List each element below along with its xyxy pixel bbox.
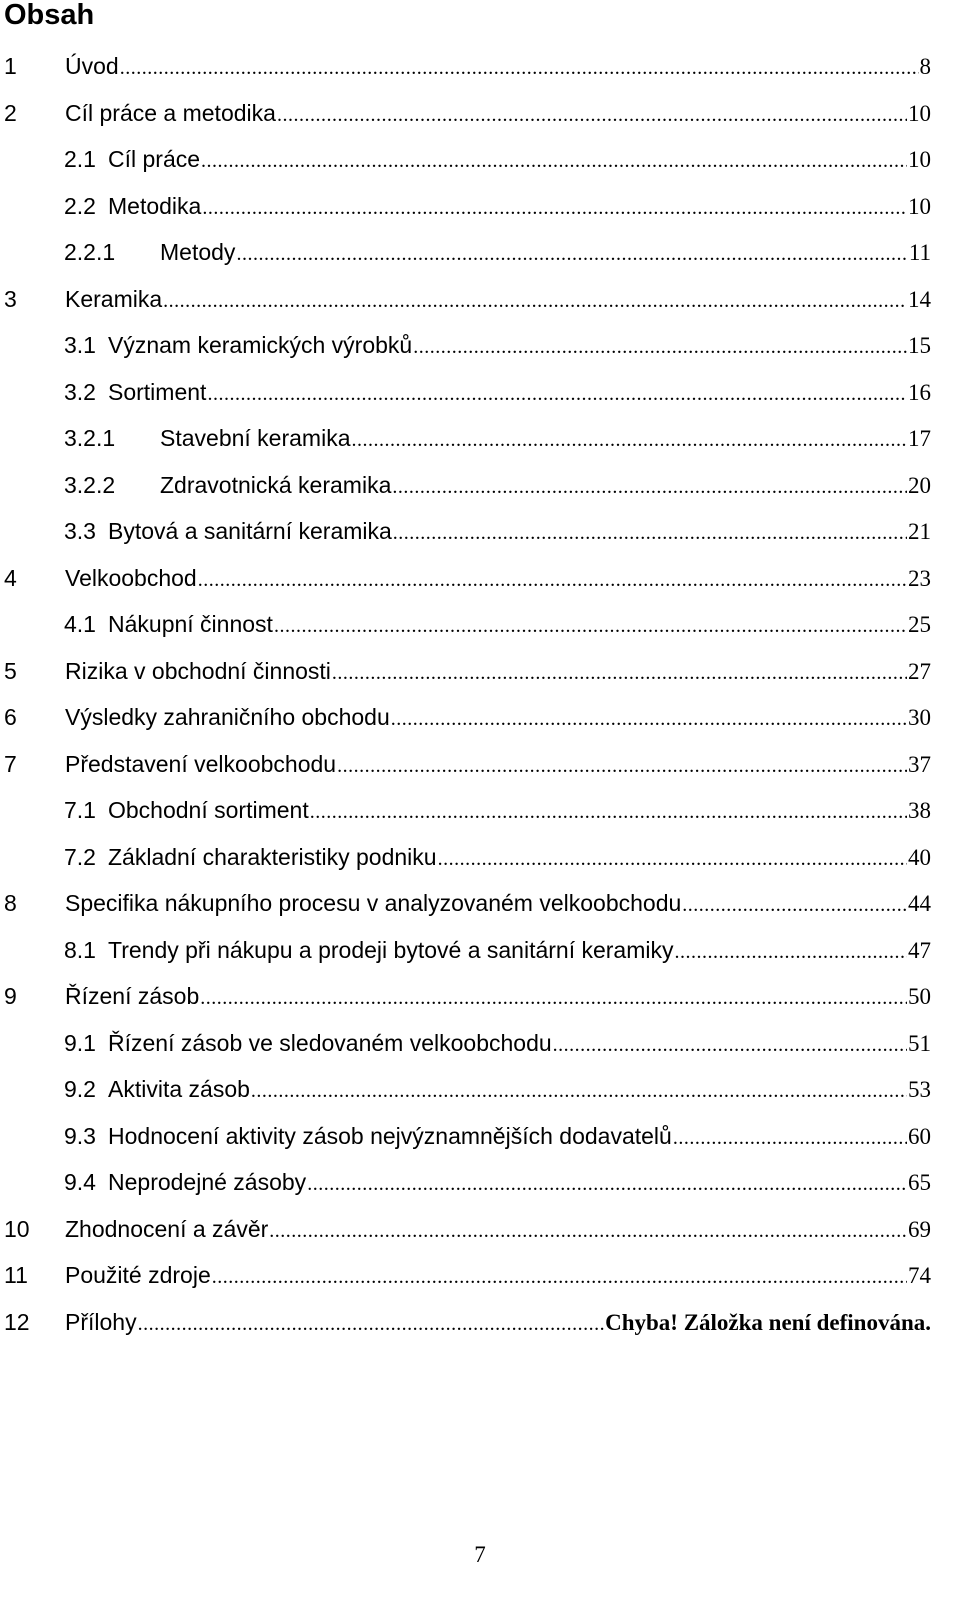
toc-entry-title: Řízení zásob ve sledovaném velkoobchodu xyxy=(108,1029,552,1056)
toc-entry-title: Výsledky zahraničního obchodu xyxy=(65,704,390,730)
toc-entry-title: Stavební keramika xyxy=(160,425,351,451)
toc-entry-title: Řízení zásob xyxy=(65,983,200,1009)
toc-entry-number: 6 xyxy=(4,704,17,730)
toc-entry[interactable] xyxy=(4,1116,931,1163)
toc-entry-number: 4 xyxy=(4,564,17,591)
toc-entry-title: Bytová a sanitární keramika xyxy=(108,518,392,544)
toc-entry-number: 3 xyxy=(4,285,17,312)
dot-leader xyxy=(438,839,907,879)
dot-leader xyxy=(236,234,907,274)
toc-entry-number: 3.2.1 xyxy=(64,425,116,451)
dot-leader xyxy=(120,48,919,88)
dot-leader xyxy=(202,188,907,228)
toc-entry[interactable] xyxy=(4,511,931,558)
toc-entry-title: Cíl práce a metodika xyxy=(65,99,276,126)
toc-entry-number: 4.1 xyxy=(64,611,96,637)
toc-entry[interactable] xyxy=(4,930,931,977)
toc-entry-number: 7.1 xyxy=(64,797,96,823)
toc-entry[interactable] xyxy=(4,558,931,605)
dot-leader xyxy=(277,95,907,135)
toc-entry-page: 8 xyxy=(919,54,931,79)
dot-leader xyxy=(391,699,907,739)
toc-entry[interactable] xyxy=(4,465,931,512)
dot-leader xyxy=(207,374,907,414)
toc-entry-title: Aktivita zásob xyxy=(108,1076,250,1102)
toc-entry-page: 21 xyxy=(908,519,931,544)
dot-leader xyxy=(351,420,907,460)
toc-entry[interactable] xyxy=(4,604,931,651)
toc-entry-page: 44 xyxy=(908,891,931,916)
toc-entry-number: 9.1 xyxy=(64,1029,96,1056)
dot-leader xyxy=(198,560,907,600)
toc-entry[interactable] xyxy=(4,1209,931,1256)
toc-entry-page: 10 xyxy=(908,100,931,126)
dot-leader xyxy=(212,1257,907,1297)
toc-entry[interactable] xyxy=(4,139,931,186)
dot-leader xyxy=(163,281,907,321)
toc-entry-page: 65 xyxy=(908,1170,931,1195)
toc-entry-page: 23 xyxy=(908,565,931,591)
dot-leader xyxy=(274,606,907,646)
dot-leader xyxy=(337,746,907,786)
toc-entry-number: 3.3 xyxy=(64,518,96,544)
dot-leader xyxy=(682,885,907,925)
toc-entry-page: 30 xyxy=(908,705,931,730)
toc-entry-number: 7 xyxy=(4,750,17,777)
toc-entry[interactable] xyxy=(4,651,931,698)
toc-entry-title: Zdravotnická keramika xyxy=(160,471,392,498)
toc-entry-page: 47 xyxy=(908,937,931,963)
toc-entry-number: 3.2 xyxy=(64,378,96,405)
toc-entry[interactable] xyxy=(4,46,931,93)
toc-entry[interactable] xyxy=(4,372,931,419)
toc-entry-page: 10 xyxy=(908,193,931,219)
toc-entry-page: 17 xyxy=(908,426,931,451)
toc-entry[interactable] xyxy=(4,93,931,140)
toc-entry-number: 9.2 xyxy=(64,1076,96,1102)
toc-entry-number: 8.1 xyxy=(64,936,96,963)
toc-entry-page: 69 xyxy=(908,1216,931,1242)
dot-leader xyxy=(553,1025,907,1065)
toc-entry[interactable] xyxy=(4,697,931,744)
toc-entry-title: Velkoobchod xyxy=(65,564,197,591)
toc-entry-title: Metodika xyxy=(108,192,202,219)
dot-leader xyxy=(675,932,908,972)
toc-entry[interactable] xyxy=(4,418,931,465)
toc-entry[interactable] xyxy=(4,232,931,279)
toc-entry[interactable] xyxy=(4,1162,931,1209)
toc-entry-title: Cíl práce xyxy=(108,146,201,172)
toc-entry[interactable] xyxy=(4,744,931,791)
toc-entry[interactable] xyxy=(4,1302,931,1349)
toc-entry-title: Základní charakteristiky podniku xyxy=(108,843,437,870)
dot-leader xyxy=(307,1164,907,1204)
toc-entry-title: Zhodnocení a závěr xyxy=(65,1215,269,1242)
toc-entry-title: Neprodejné zásoby xyxy=(108,1169,307,1195)
toc-entry[interactable] xyxy=(4,279,931,326)
dot-leader xyxy=(269,1211,907,1251)
dot-leader xyxy=(200,978,907,1018)
toc-entry-number: 3.2.2 xyxy=(64,471,116,498)
toc-entry-page: 50 xyxy=(908,984,931,1009)
toc-entry-number: 11 xyxy=(4,1262,28,1288)
toc-entry-page: 14 xyxy=(908,286,931,312)
toc-entry-title: Hodnocení aktivity zásob nejvýznamnějších dodavatelů xyxy=(108,1122,672,1149)
toc-entry-page: 38 xyxy=(908,798,931,823)
table-of-contents xyxy=(4,46,931,1348)
toc-entry[interactable] xyxy=(4,325,931,372)
toc-entry-page: 74 xyxy=(908,1263,931,1288)
toc-entry-title: Sortiment xyxy=(108,378,207,405)
toc-entry-title: Úvod xyxy=(65,53,119,79)
toc-entry-page: 51 xyxy=(908,1030,931,1056)
toc-entry-title: Význam keramických výrobků xyxy=(108,332,413,358)
dot-leader xyxy=(201,141,907,181)
toc-entry-page: 53 xyxy=(908,1077,931,1102)
toc-entry[interactable] xyxy=(4,1255,931,1302)
toc-entry-number: 2 xyxy=(4,99,17,126)
toc-entry-number: 5 xyxy=(4,657,17,684)
toc-entry-page-error: Chyba! Záložka není definována. xyxy=(605,1309,931,1335)
toc-entry-number: 9.4 xyxy=(64,1169,96,1195)
toc-entry-title: Použité zdroje xyxy=(65,1262,211,1288)
toc-entry-page: 60 xyxy=(908,1123,931,1149)
toc-entry-title: Přílohy xyxy=(65,1308,137,1335)
dot-leader xyxy=(332,653,907,693)
toc-entry-page: 11 xyxy=(908,240,931,265)
toc-entry[interactable] xyxy=(4,976,931,1023)
toc-entry[interactable] xyxy=(4,883,931,930)
toc-entry-title: Keramika xyxy=(65,285,163,312)
toc-entry-number: 1 xyxy=(4,53,17,79)
toc-entry-number: 2.1 xyxy=(64,146,96,172)
page-number: 7 xyxy=(474,1542,486,1567)
toc-entry-page: 37 xyxy=(908,751,931,777)
toc-entry-number: 9.3 xyxy=(64,1122,96,1149)
toc-entry-page: 16 xyxy=(908,379,931,405)
toc-entry-number: 8 xyxy=(4,890,17,916)
toc-entry-number: 3.1 xyxy=(64,332,96,358)
toc-entry-title: Trendy při nákupu a prodeji bytové a sanitární keramiky xyxy=(108,936,674,963)
toc-entry-page: 15 xyxy=(908,333,931,358)
toc-entry-title: Představení velkoobchodu xyxy=(65,750,337,777)
toc-entry-title: Rizika v obchodní činnosti xyxy=(65,657,331,684)
toc-entry-number: 7.2 xyxy=(64,843,96,870)
page-title: Obsah xyxy=(4,0,95,31)
toc-entry-title: Obchodní sortiment xyxy=(108,797,309,823)
toc-entry-number: 10 xyxy=(4,1215,30,1242)
toc-entry[interactable] xyxy=(4,1069,931,1116)
toc-entry-page: 20 xyxy=(908,472,931,498)
toc-entry[interactable] xyxy=(4,1023,931,1070)
toc-entry[interactable] xyxy=(4,837,931,884)
dot-leader xyxy=(673,1118,907,1158)
toc-entry-number: 12 xyxy=(4,1308,30,1335)
dot-leader xyxy=(138,1304,605,1344)
dot-leader xyxy=(413,327,907,367)
toc-entry[interactable] xyxy=(4,186,931,233)
dot-leader xyxy=(393,513,907,553)
toc-entry-number: 2.2 xyxy=(64,192,96,219)
toc-entry-number: 2.2.1 xyxy=(64,239,116,265)
toc-entry-title: Nákupní činnost xyxy=(108,611,273,637)
toc-entry[interactable] xyxy=(4,790,931,837)
toc-entry-title: Metody xyxy=(160,239,236,265)
toc-entry-page: 27 xyxy=(908,658,931,684)
dot-leader xyxy=(251,1071,907,1111)
dot-leader xyxy=(310,792,907,832)
toc-entry-page: 10 xyxy=(908,147,931,172)
toc-entry-page: 40 xyxy=(908,844,931,870)
toc-entry-number: 9 xyxy=(4,983,17,1009)
toc-entry-title: Specifika nákupního procesu v analyzovaném velkoobchodu xyxy=(65,890,682,916)
toc-entry-page: 25 xyxy=(908,612,931,637)
dot-leader xyxy=(392,467,907,507)
